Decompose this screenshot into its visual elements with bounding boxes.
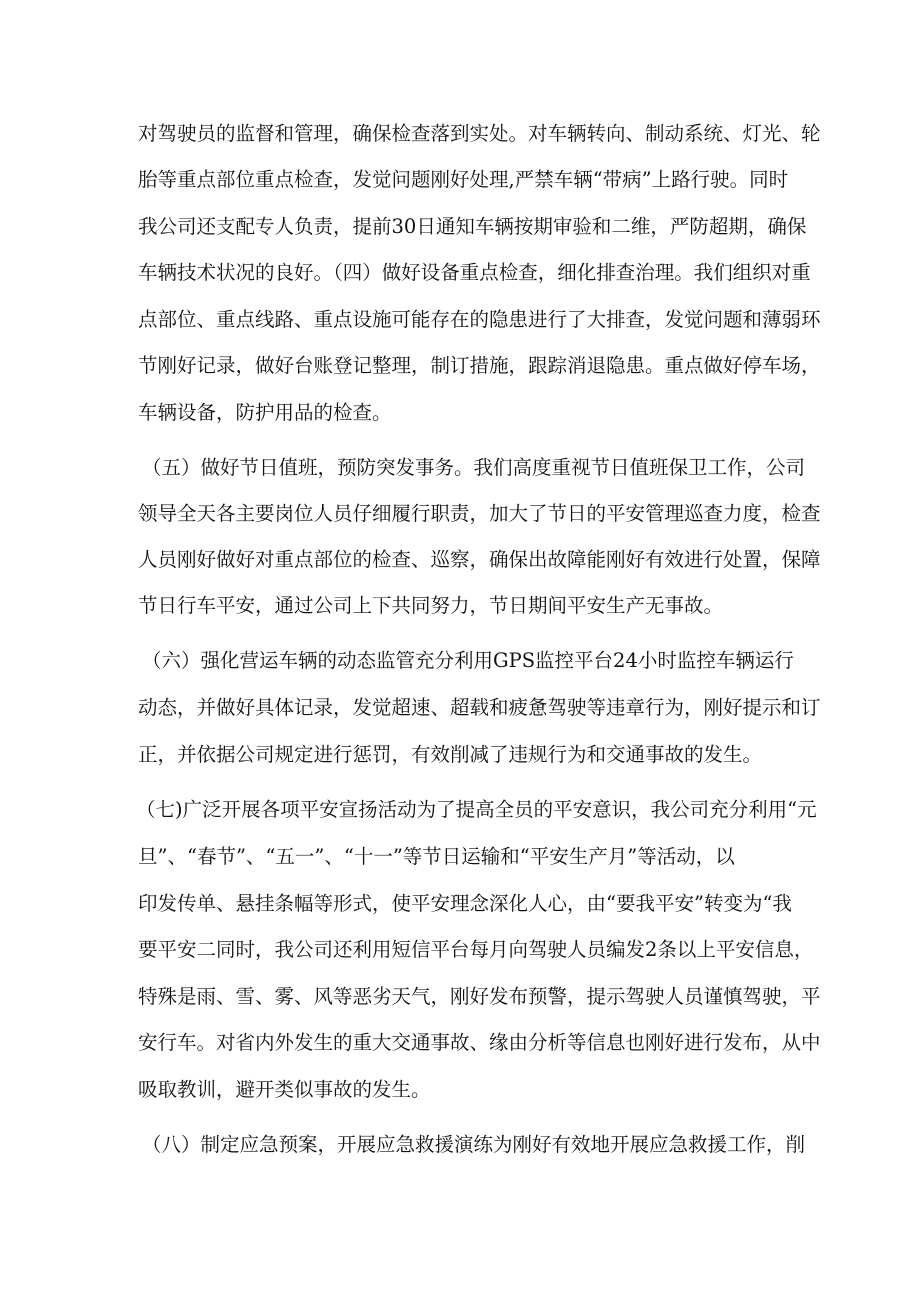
text-line: 我公司还支配专人负责，提前30日通知车辆按期审验和二维，严防超期，确保 (138, 215, 807, 238)
text-line: 正，并依据公司规定进行惩罚，有效削减了违规行为和交通事故的发生。 (138, 743, 763, 766)
text-line: 领导全天各主要岗位人员仔细履行职责，加大了节日的平安管理巡查力度，检查 (138, 502, 821, 525)
text-line: 特殊是雨、雪、雾、风等恶劣天气，刚好发布预警，提示驾驶人员谨慎驾驶，平 (138, 985, 821, 1008)
text-line: 车辆设备，防护用品的检查。 (138, 401, 392, 424)
text-line: 点部位、重点线路、重点设施可能存在的隐患进行了大排查，发觉问题和薄弱环 (138, 308, 821, 331)
text-line: 节刚好记录，做好台账登记整理，制订措施，跟踪消退隐患。重点做好停车场， (138, 354, 821, 377)
text-line: （五）做好节日值班，预防突发事务。我们高度重视节日值班保卫工作，公司 (142, 456, 806, 479)
text-line: 印发传单、悬挂条幅等形式，使平安理念深化人心，由“要我平安”转变为“我 (138, 892, 792, 915)
text-line: 安行车。对省内外发生的重大交通事故、缘由分析等信息也刚好进行发布，从中 (138, 1031, 821, 1054)
text-line: 动态，并做好具体记录，发觉超速、超载和疲惫驾驶等违章行为，刚好提示和订 (138, 696, 821, 719)
text-line: 旦”、“春节”、“五一”、“十一”等节日运输和“平安生产月”等活动，以 (138, 845, 735, 868)
text-line: 人员刚好做好对重点部位的检查、巡察，确保出故障能刚好有效进行处置，保障 (138, 548, 821, 571)
text-line: 节日行车平安，通过公司上下共同努力，节日期间平安生产无事故。 (138, 594, 724, 617)
text-line: 要平安二同时，我公司还利用短信平台每月向驾驶人员编发2条以上平安信息， (138, 938, 814, 961)
text-line: （七)广泛开展各项平安宣扬活动为了提高全员的平安意识，我公司充分利用“元 (136, 798, 817, 821)
text-line: （八）制定应急预案，开展应急救援演练为刚好有效地开展应急救援工作，削 (142, 1133, 806, 1156)
text-line: 对驾驶员的监督和管理，确保检查落到实处。对车辆转向、制动系统、灯光、轮 (138, 122, 821, 145)
text-line: 车辆技术状况的良好。（四）做好设备重点检查，细化排查治理。我们组织对重 (138, 261, 811, 284)
text-line: 吸取教训，避开类似事故的发生。 (138, 1078, 431, 1101)
text-line: 胎等重点部位重点检查，发觉问题刚好处理,严禁车辆“带病”上路行驶。同时 (138, 168, 789, 191)
text-line: （六）强化营运车辆的动态监管充分利用GPS监控平台24小时监控车辆运行 (142, 649, 794, 672)
